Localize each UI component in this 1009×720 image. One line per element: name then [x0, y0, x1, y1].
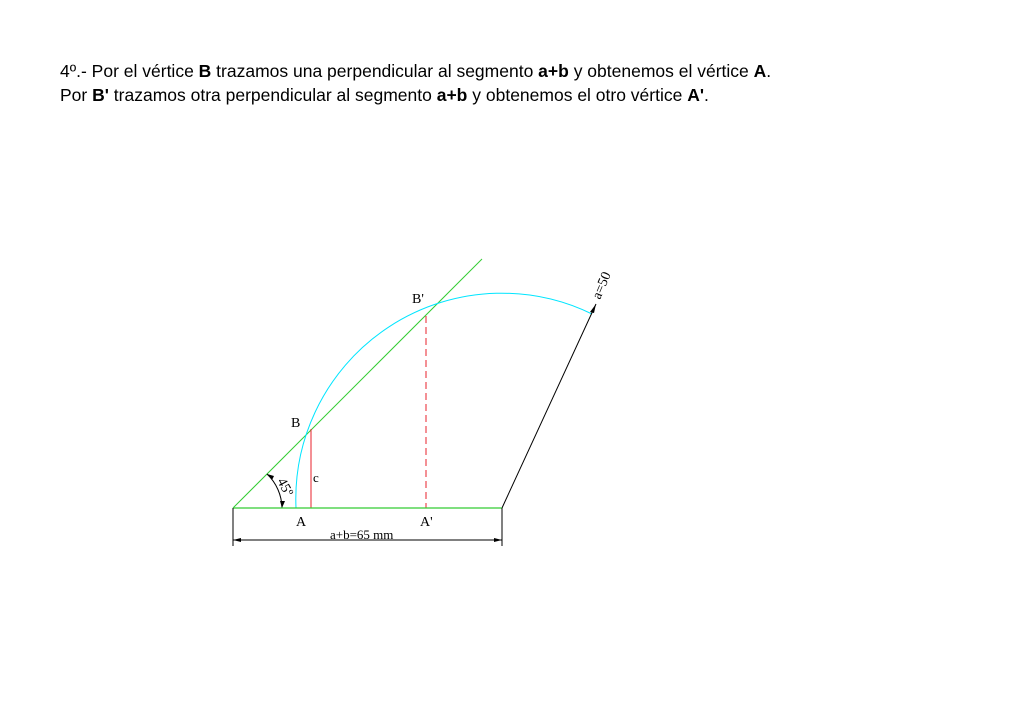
- instruction-2-vertex-b-prime: B': [92, 85, 109, 105]
- instruction-2-text-2: trazamos otra perpendicular al segmento: [108, 85, 437, 105]
- instruction-2-segment: a+b: [436, 85, 468, 105]
- segment-a: [502, 304, 596, 508]
- instruction-1-vertex-b: B: [198, 61, 212, 81]
- label-b-prime: B': [412, 292, 424, 307]
- instruction-2-text-1: Por: [60, 85, 93, 105]
- label-base: a+b=65 mm: [330, 527, 394, 542]
- segment-a-arrowhead: [590, 304, 596, 313]
- dimension-arrow-left: [233, 538, 241, 542]
- instruction-1-vertex-a: A: [753, 61, 767, 81]
- instruction-1-segment: a+b: [538, 61, 569, 81]
- instruction-1-text-3: y obtenemos el vértice: [568, 61, 754, 81]
- angle-arrow-top: [267, 474, 274, 480]
- angle-arrow-bottom: [280, 501, 285, 508]
- instruction-2-text-3: y obtenemos el otro vértice: [467, 85, 688, 105]
- label-b: B: [291, 416, 301, 431]
- hypotenuse-line: [233, 259, 482, 508]
- label-side-a: a=50: [589, 269, 615, 302]
- instruction-1-text-4: .: [766, 61, 772, 81]
- instruction-1-text-1: 4º.- Por el vértice: [60, 61, 199, 81]
- label-a: A: [296, 515, 307, 530]
- instruction-2-vertex-a-prime: A': [687, 85, 705, 105]
- label-c: c: [313, 470, 319, 485]
- label-angle: 45º: [273, 475, 296, 500]
- instruction-2-text-4: .: [704, 85, 709, 105]
- label-a-prime: A': [420, 515, 433, 530]
- dimension-arrow-right: [494, 538, 502, 542]
- instruction-1-text-2: trazamos una perpendicular al segmento: [211, 61, 539, 81]
